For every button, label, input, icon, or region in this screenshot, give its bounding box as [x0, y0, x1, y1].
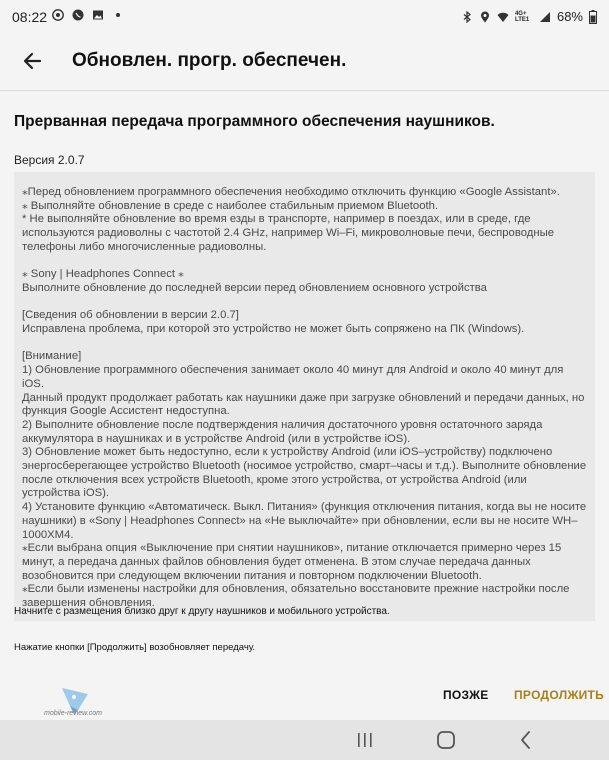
status-bar [0, 0, 609, 36]
status-time: 08:22 [12, 9, 48, 25]
note-line: Выполните обновление до последней версии перед обновлением основного устройства [22, 281, 487, 294]
gallery-icon [92, 9, 104, 21]
bluetooth-icon [461, 11, 473, 23]
proximity-note: Начните с размещения близко друг к другу наушников и мобильного устройства. [14, 606, 390, 617]
note-line: ⁎ Выполняйте обновление в среде с наиболее стабильным приемом Bluetooth. [22, 199, 439, 212]
note-line: 3) Обновление может быть недоступно, если к устройству Android (или iOS–устройству) подключено энергосберегающее устройство Bluetooth (носимое устройство, смарт–часы и т.д.). Выполните обновление после отключения всех устройств Bluetooth, кроме этого устройства, от устройства Android (или устройства iOS). [22, 446, 587, 500]
watermark-text: mobile-review.com [44, 710, 102, 717]
viber-icon [72, 9, 84, 21]
note-line: ⁎Если выбрана опция «Выключение при снятии наушников», питание отключается примерно через 15 минут, а передача данных файлов обновления будет отменена. В этом случае передача данных возобновится при следующем включении питания и повторном подключении Bluetooth. [22, 542, 562, 582]
system-icons [461, 9, 597, 24]
header-divider [0, 90, 609, 91]
battery-icon [589, 10, 597, 24]
note-line: ⁎Если были изменены настройки для обновления, обязательно восстановите прежние настройки после завершения обновления. [22, 583, 570, 610]
dot-icon [112, 9, 124, 21]
note-line: 4) Установите функцию «Автоматическ. Выкл. Питания» (функция отключения питания, когда вы не носите наушники) в «Sony | Headphones Connect» на «Не выключайте» при обновлении, если вы не носите WH–1000XM4. [22, 501, 587, 541]
note-line: ⁎Перед обновлением программного обеспечения необходимо отключить функцию «Google Assistant». [22, 186, 560, 198]
release-notes[interactable] [14, 172, 595, 621]
wifi-icon [497, 11, 509, 23]
resume-note: Нажатие кнопки [Продолжить] возобновляет передачу. [14, 642, 256, 653]
update-heading: Прерванная передача программного обеспечения наушников. [14, 113, 495, 130]
continue-button[interactable]: ПРОДОЛЖИТЬ [514, 688, 605, 702]
note-line: Исправлена проблема, при которой это устройство не может быть сопряжено на ПК (Windows). [22, 323, 525, 335]
note-line: 1) Обновление программного обеспечения занимает около 40 минут для Android и около 40 минут для iOS. [22, 364, 564, 390]
back-arrow-icon[interactable] [18, 46, 48, 76]
version-label: Версия 2.0.7 [14, 153, 85, 167]
page-title: Обновлен. прогр. обеспечен. [72, 50, 347, 71]
signal-icon [539, 11, 551, 23]
back-nav-icon[interactable] [514, 729, 538, 751]
battery-percent: 68% [556, 9, 583, 24]
later-button[interactable]: ПОЗЖЕ [443, 688, 489, 702]
home-icon[interactable] [434, 729, 458, 751]
note-line: 2) Выполните обновление после подтверждения наличия достаточного уровня остаточного заряда аккумулятора в наушниках и в устройстве Android (или в устройстве iOS). [22, 418, 543, 445]
network-label: 4G+ LTE1 [514, 10, 530, 23]
whatsapp-icon [52, 9, 64, 21]
note-line: [Сведения об обновлении в версии 2.0.7] [22, 309, 239, 322]
recent-apps-icon[interactable] [353, 729, 377, 751]
app-bar [0, 36, 609, 86]
location-icon [479, 11, 491, 23]
notification-icons [52, 9, 124, 21]
system-nav-bar [0, 720, 609, 760]
note-line: ⁎ Sony | Headphones Connect ⁎ [22, 268, 184, 281]
note-line: Данный продукт продолжает работать как наушники даже при загрузке обновлений и передачи данных, но функция Google Ассистент недоступна. [22, 391, 585, 418]
note-line: [Внимание] [22, 350, 82, 363]
note-line: * Не выполняйте обновление во время езды в транспорте, например в поездах, или в среде, где используются радиоволны с частотой 2.4 GHz, например Wi–Fi, микроволновые печи, беспроводные телефоны либо многочисленные радиоволны. [22, 213, 554, 253]
